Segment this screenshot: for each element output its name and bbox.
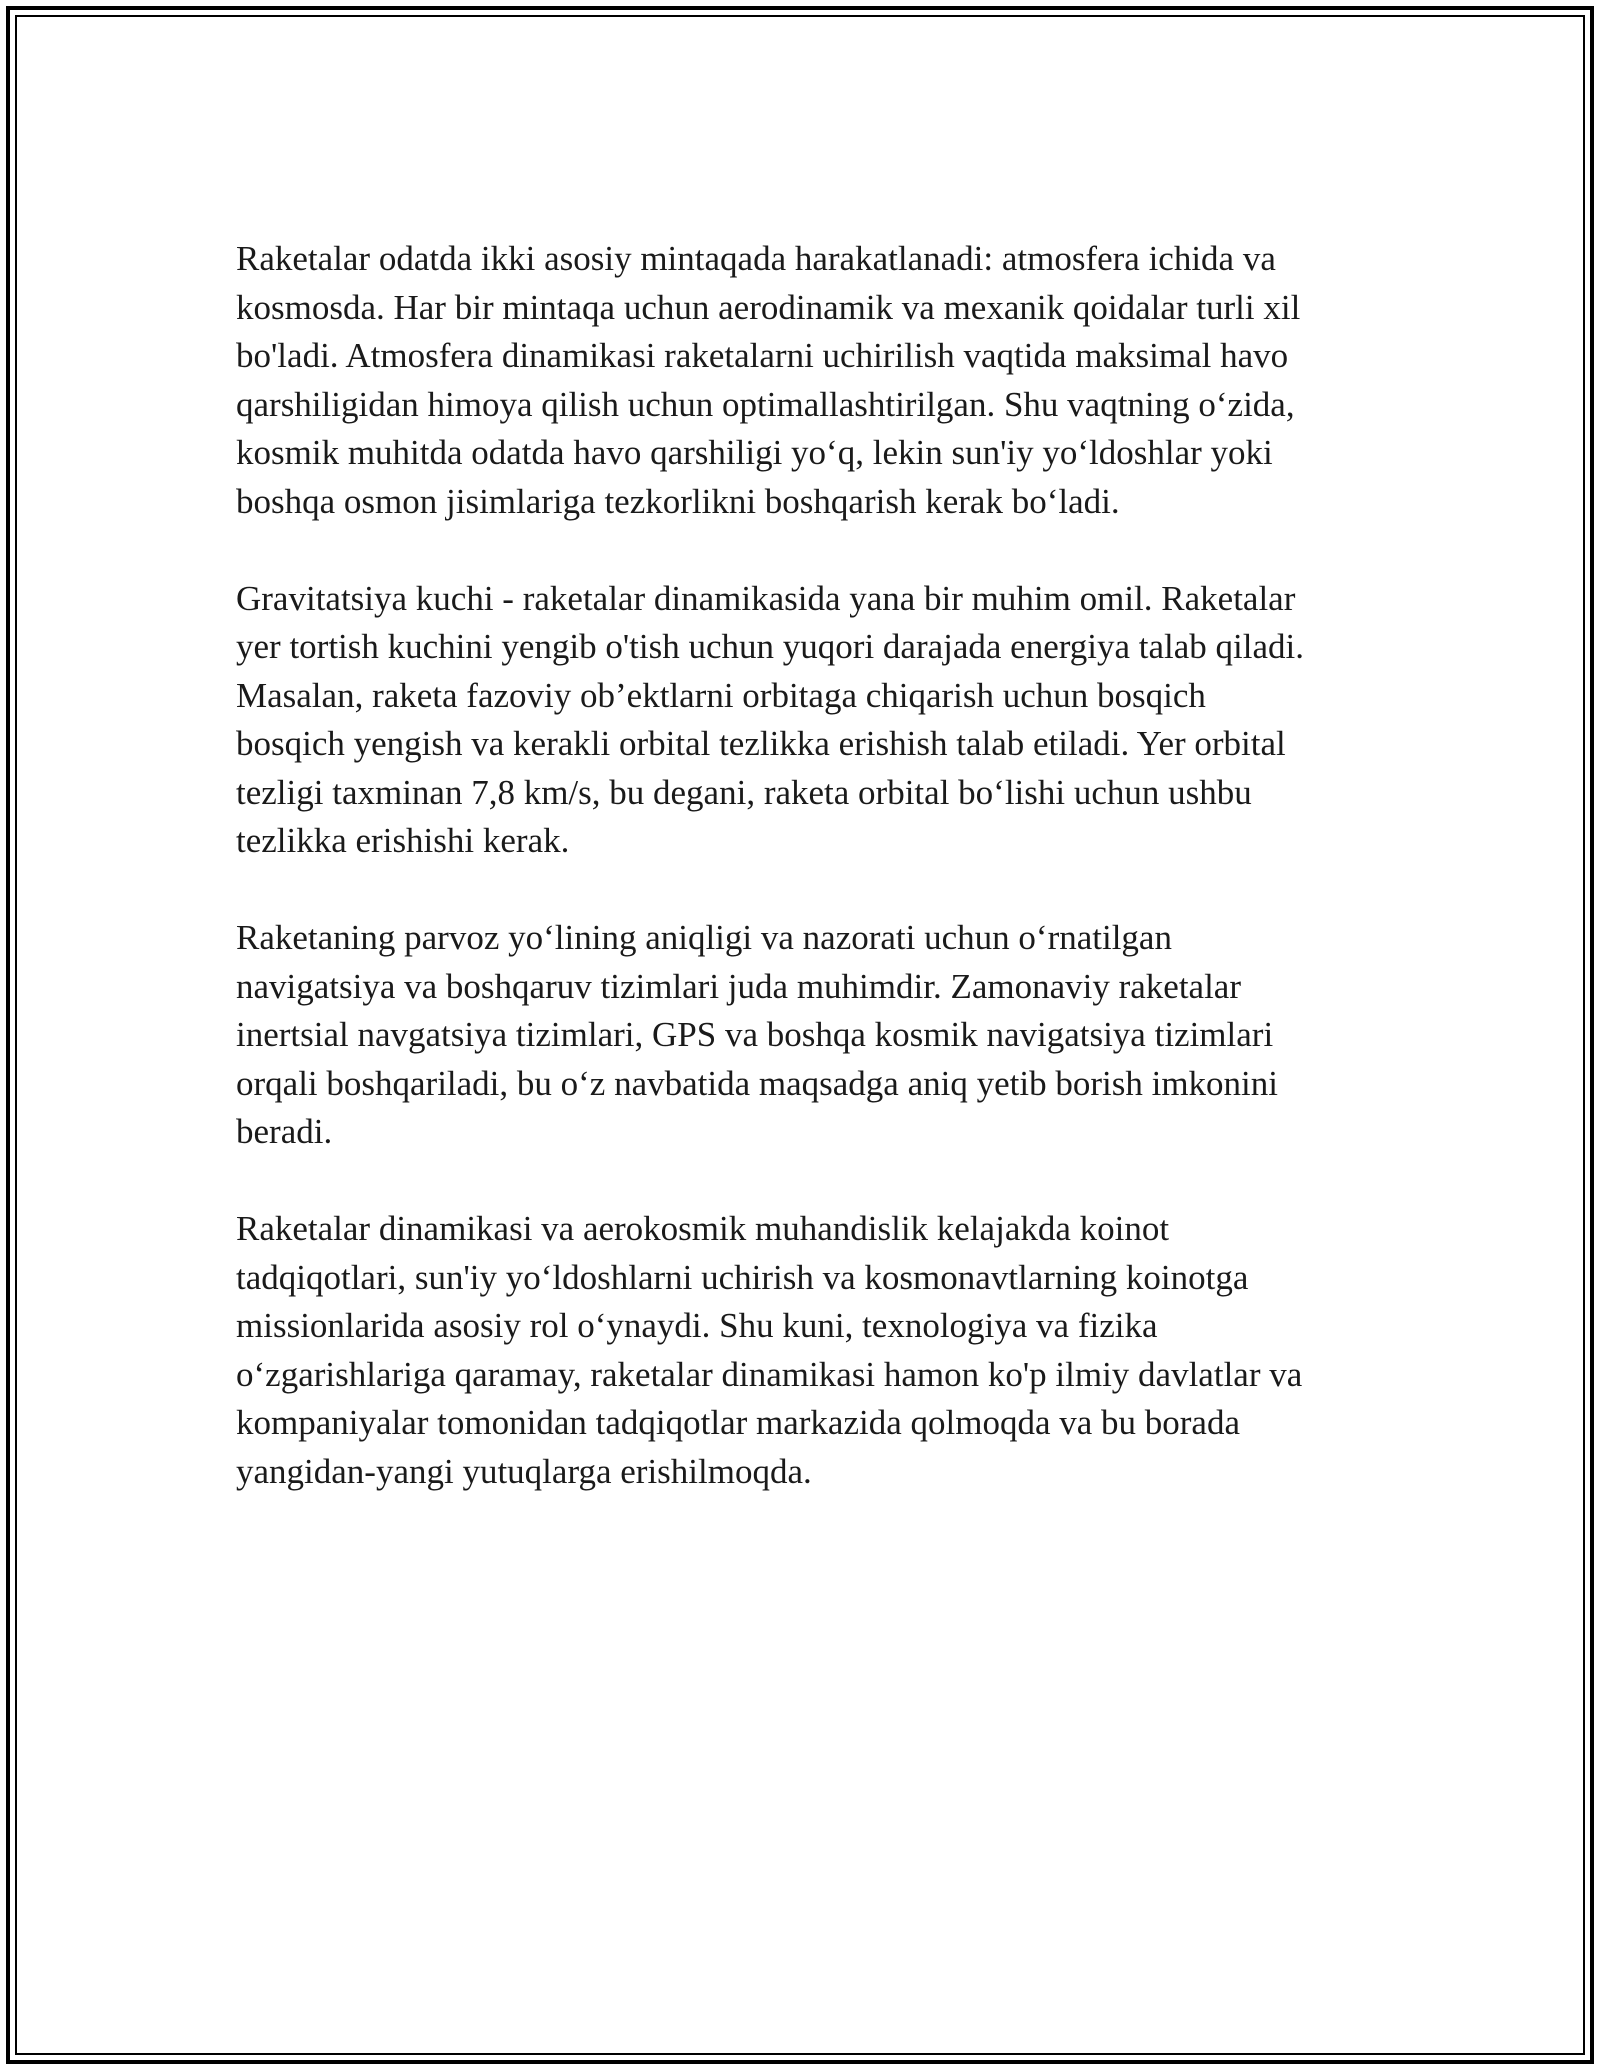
document-body (236, 235, 1366, 1545)
paragraph-2: Gravitatsiya kuchi - raketalar dinamikasida yana bir muhim omil. Raketalar yer tortish kuchini yengib o'tish uchun yuqori darajada energiya talab qiladi. Masalan, raketa fazoviy ob’ektlarni orbitaga chiqarish uchun bosqich bosqich yengish va kerakli orbital tezlikka erishish talab etiladi. Yer orbital tezligi taxminan 7,8 km/s, bu degani, raketa orbital bo‘lishi uchun ushbu tezlikka erishishi kerak. (236, 578, 1305, 860)
paragraph-3: Raketaning parvoz yo‘lining aniqligi va nazorati uchun o‘rnatilgan navigatsiya va boshqaruv tizimlari juda muhimdir. Zamonaviy raketalar inertsial navgatsiya tizimlari, GPS va boshqa kosmik navigatsiya tizimlari orqali boshqariladi, bu o‘z navbatida maqsadga aniq yetib borish imkonini beradi. (236, 918, 1278, 1151)
paragraph-1: Raketalar odatda ikki asosiy mintaqada harakatlanadi: atmosfera ichida va kosmosda. Har bir mintaqa uchun aerodinamik va mexanik qoidalar turli xil bo'ladi. Atmosfera dinamikasi raketalarni uchirilish vaqtida maksimal havo qarshiligidan himoya qilish uchun optimallashtirilgan. Shu vaqtning o‘zida, kosmik muhitda odatda havo qarshiligi yo‘q, lekin sun'iy yo‘ldoshlar yoki boshqa osmon jisimlariga tezkorlikni boshqarish kerak bo‘ladi. (236, 239, 1301, 521)
paragraph-4: Raketalar dinamikasi va aerokosmik muhandislik kelajakda koinot tadqiqotlari, sun'iy yo‘ldoshlarni uchirish va kosmonavtlarning koinotga missionlarida asosiy rol o‘ynaydi. Shu kuni, texnologiya va fizika o‘zgarishlariga qaramay, raketalar dinamikasi hamon ko'p ilmiy davlatlar va kompaniyalar tomonidan tadqiqotlar markazida qolmoqda va bu borada yangidan-yangi yutuqlarga erishilmoqda. (236, 1209, 1303, 1491)
